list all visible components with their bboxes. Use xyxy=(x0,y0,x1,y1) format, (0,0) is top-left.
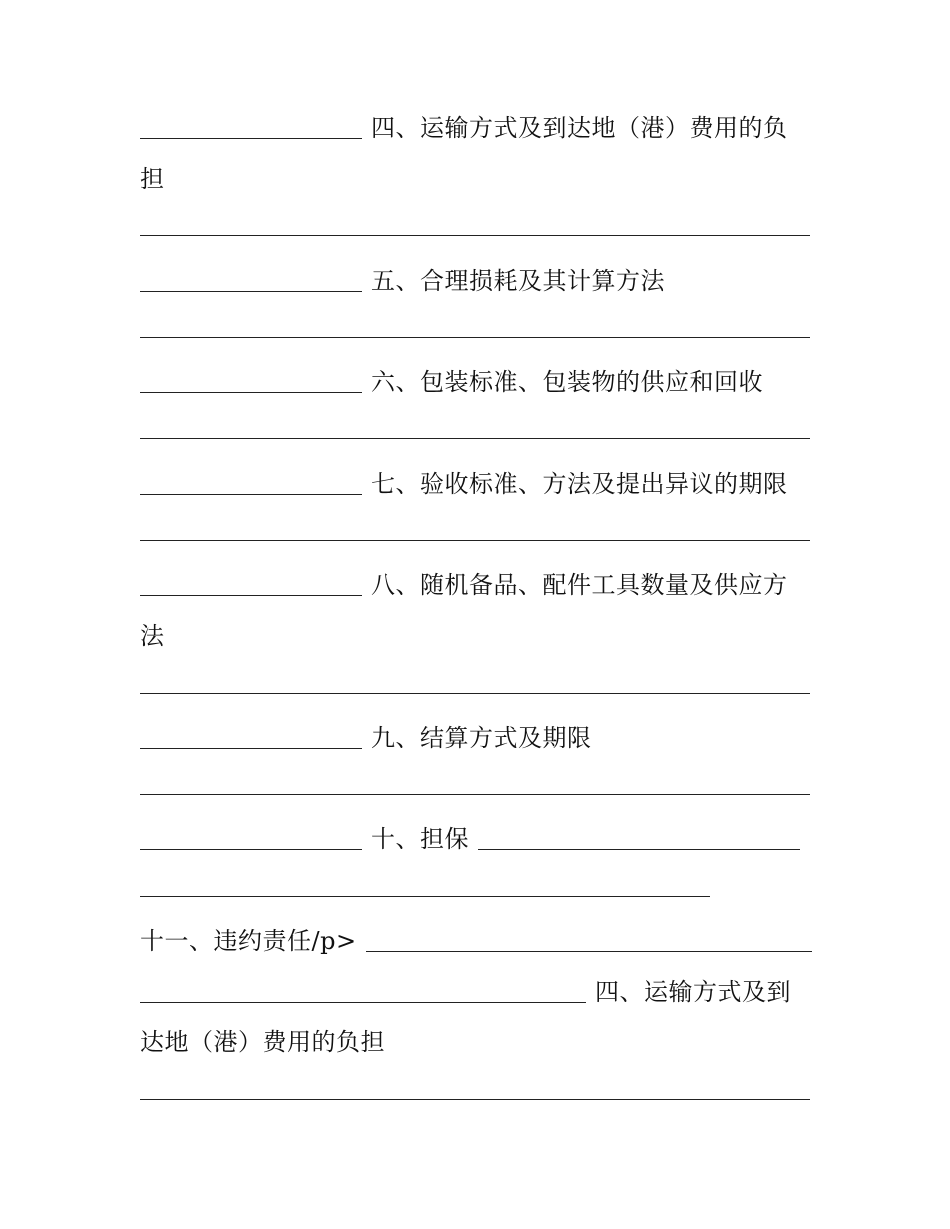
clause-8-heading: 八、随机备品、配件工具数量及供应方 xyxy=(371,571,788,599)
blank-field xyxy=(140,392,362,393)
blank-field xyxy=(140,337,810,338)
blank-field xyxy=(140,138,362,139)
clause-5-heading: 五、合理损耗及其计算方法 xyxy=(371,267,665,295)
clause-6-heading: 六、包装标准、包装物的供应和回收 xyxy=(371,368,763,396)
blank-line xyxy=(140,663,810,703)
blank-field xyxy=(140,1002,586,1003)
blank-line xyxy=(140,205,810,245)
clause-11-heading: 十一、违约责任/p> xyxy=(140,927,357,955)
clause-4-heading: 四、运输方式及到达地（港）费用的负 xyxy=(371,114,788,142)
clause-4-repeat-heading: 四、运输方式及到 xyxy=(595,978,791,1006)
blank-field xyxy=(140,494,362,495)
clause-4-repeat-line xyxy=(140,972,791,1012)
blank-field xyxy=(140,540,810,541)
clause-4-repeat-heading-continued: 达地（港）费用的负担 xyxy=(140,1028,385,1056)
clause-9-heading: 九、结算方式及期限 xyxy=(371,724,592,752)
blank-field xyxy=(140,748,362,749)
blank-field xyxy=(140,595,362,596)
clause-9-line xyxy=(140,718,592,758)
clause-11-line xyxy=(140,921,812,961)
blank-field xyxy=(140,291,362,292)
clause-8-heading-wrap xyxy=(140,616,165,656)
blank-field xyxy=(140,849,362,850)
clause-8-heading-continued: 法 xyxy=(140,622,165,650)
clause-4-heading-wrap xyxy=(140,159,165,199)
clause-7-line xyxy=(140,464,788,504)
blank-line xyxy=(140,408,810,448)
blank-line xyxy=(140,866,710,906)
clause-10-heading: 十、担保 xyxy=(371,825,469,853)
clause-7-heading: 七、验收标准、方法及提出异议的期限 xyxy=(371,470,788,498)
blank-field xyxy=(478,849,800,850)
blank-line xyxy=(140,1069,810,1109)
blank-line xyxy=(140,307,810,347)
blank-field xyxy=(140,896,710,897)
blank-field xyxy=(140,794,810,795)
clause-4-repeat-wrap xyxy=(140,1022,385,1062)
clause-4-heading-continued: 担 xyxy=(140,165,165,193)
clause-5-line xyxy=(140,261,665,301)
clause-4-line xyxy=(140,108,788,148)
blank-field xyxy=(140,1099,810,1100)
blank-field xyxy=(366,951,812,952)
blank-field xyxy=(140,438,810,439)
blank-line xyxy=(140,764,810,804)
clause-8-line xyxy=(140,565,788,605)
clause-6-line xyxy=(140,362,763,402)
clause-10-line xyxy=(140,819,800,859)
blank-line xyxy=(140,510,810,550)
blank-field xyxy=(140,693,810,694)
blank-field xyxy=(140,235,810,236)
